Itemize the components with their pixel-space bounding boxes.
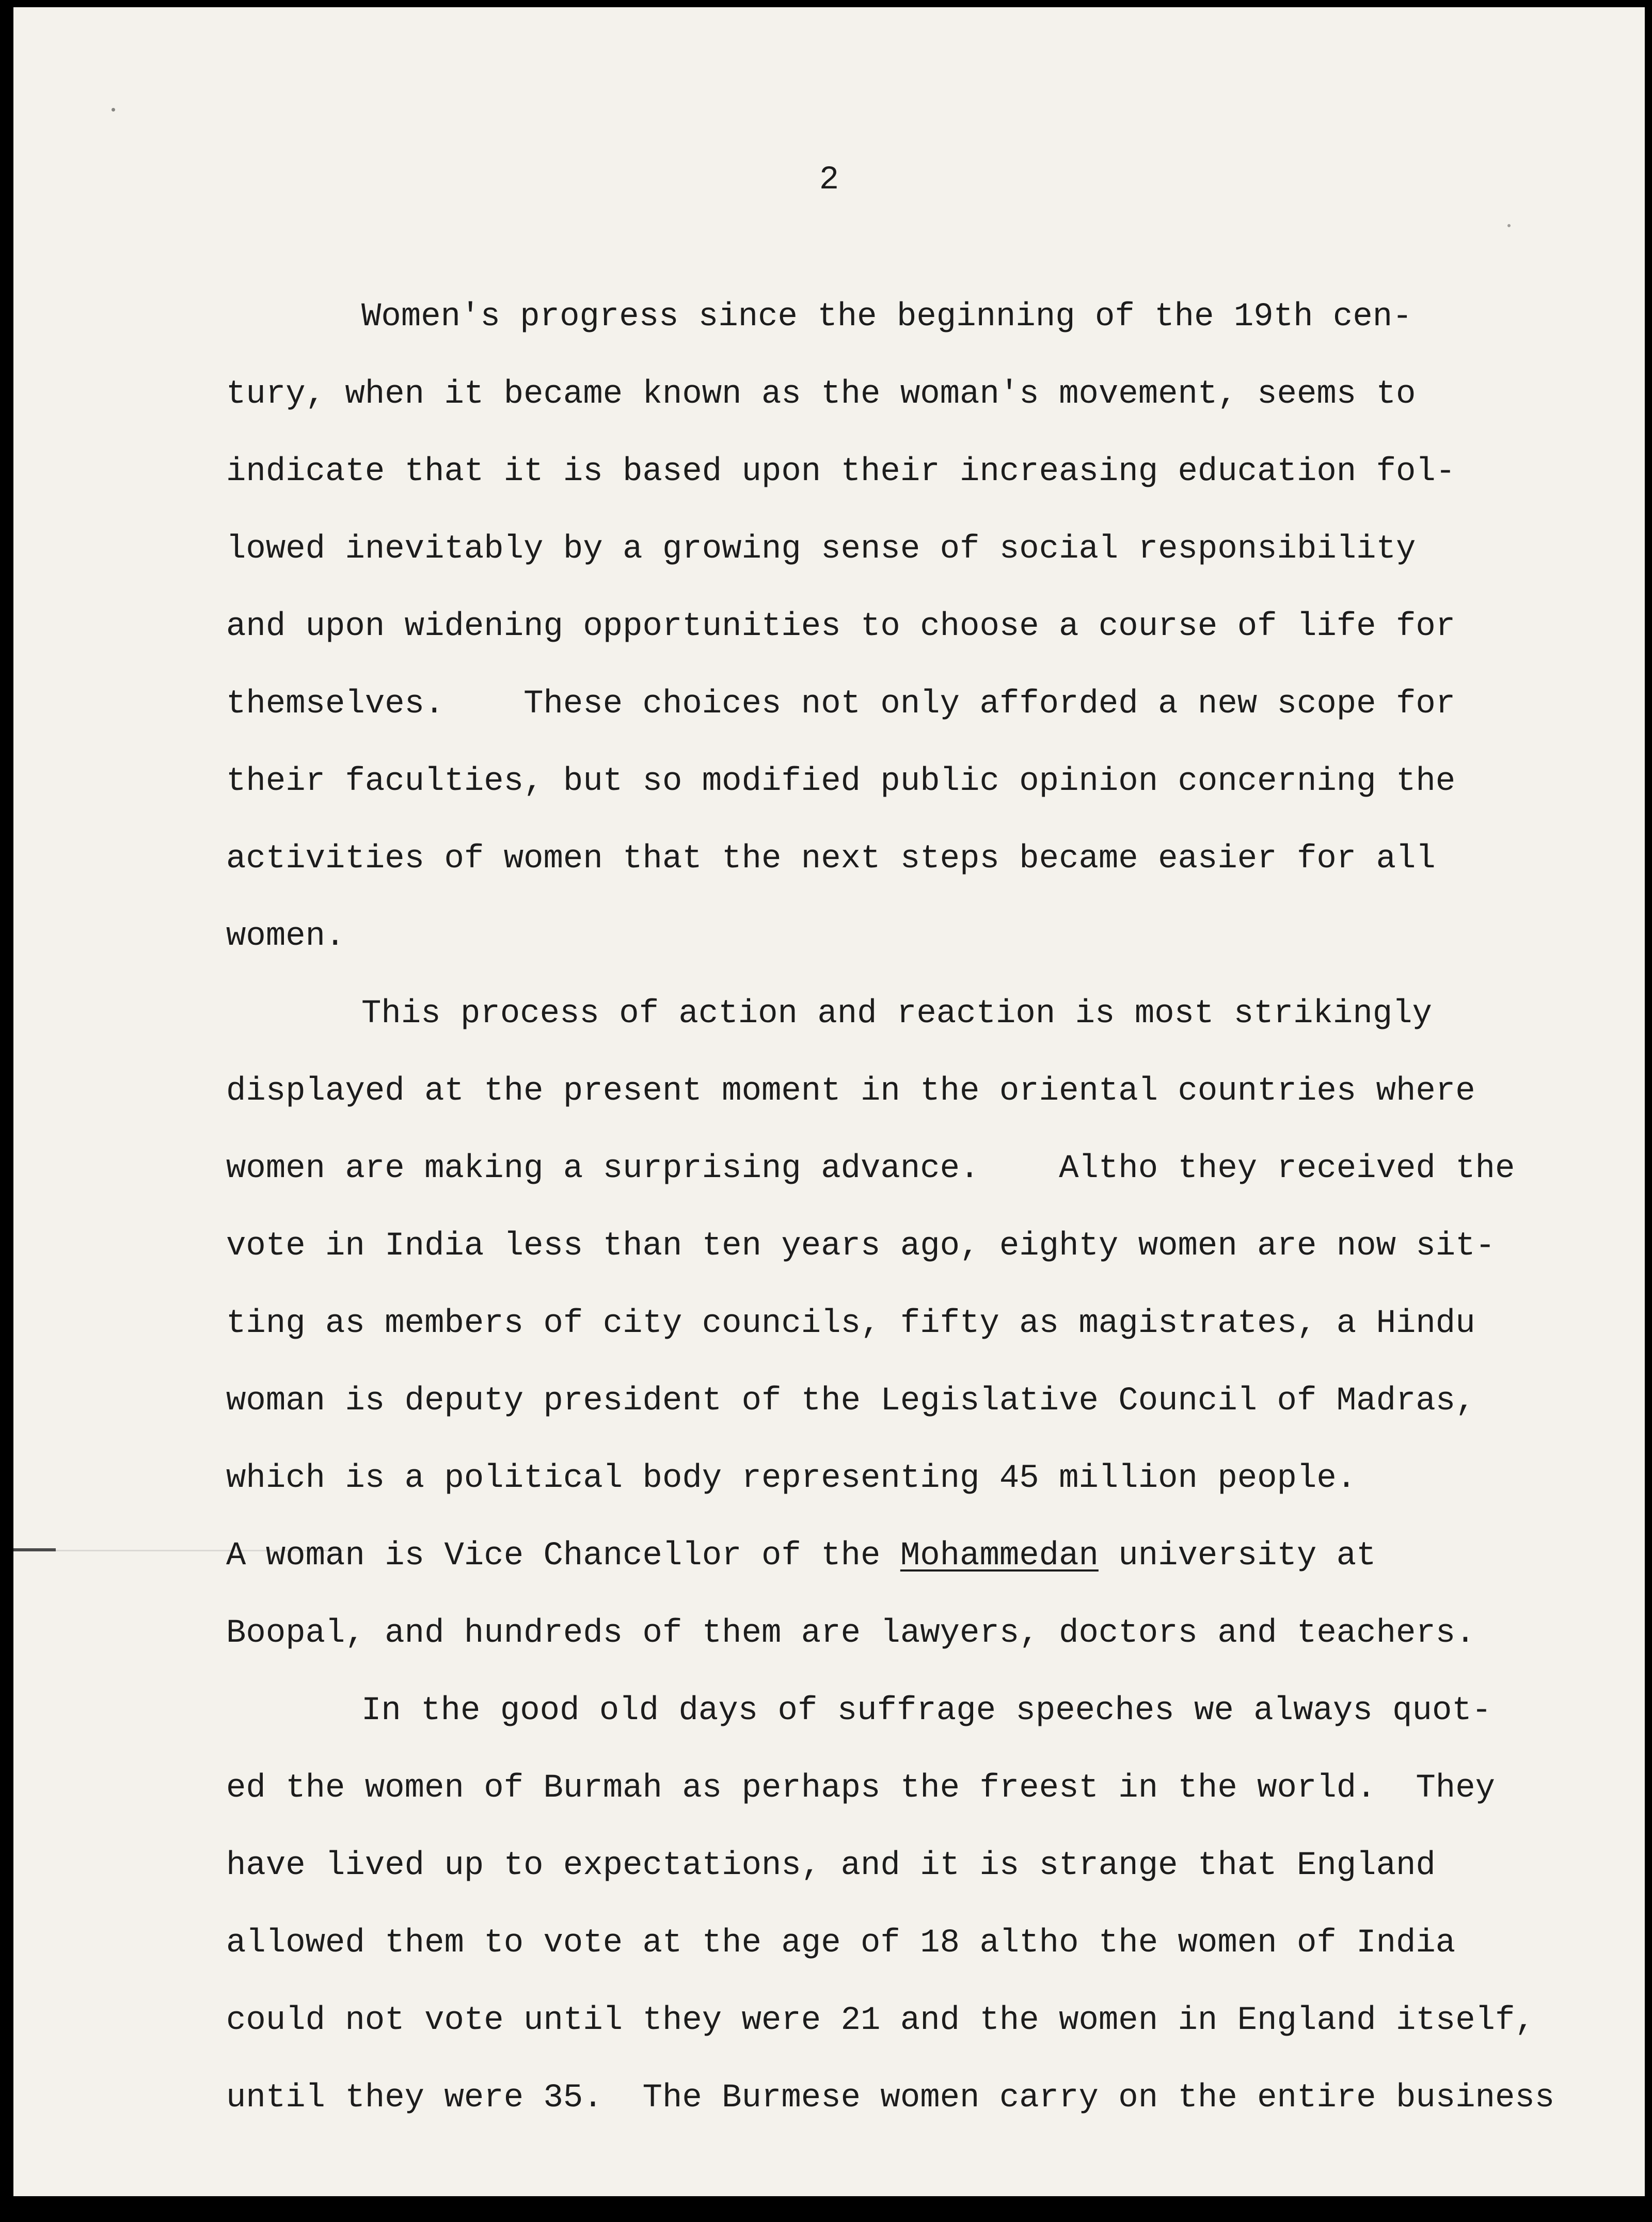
fold-crease: [13, 1550, 344, 1551]
typescript-line: [226, 1440, 1583, 1517]
line-text: women are making a surprising advance. Altho they received the: [226, 1150, 1515, 1187]
scan-speck: [112, 108, 115, 112]
typescript-line: [226, 1672, 1583, 1750]
scan-speck: [1507, 224, 1511, 227]
line-text: woman is deputy president of the Legislative Council of Madras,: [226, 1383, 1475, 1420]
typescript-line: [226, 975, 1583, 1053]
line-text: This process of action and reaction is most strikingly: [361, 995, 1432, 1033]
typescript-line: [226, 820, 1583, 898]
paper: [13, 7, 1645, 2196]
line-text: displayed at the present moment in the oriental countries where: [226, 1073, 1475, 1110]
typescript-line: [226, 1827, 1583, 1904]
typescript-line: [226, 665, 1583, 743]
typescript-line: [226, 2059, 1583, 2137]
line-text: allowed them to vote at the age of 18 altho the women of India: [226, 1925, 1456, 1962]
line-text: Boopal, and hundreds of them are lawyers, doctors and teachers.: [226, 1615, 1475, 1652]
typescript-line: [226, 743, 1583, 820]
typescript-line: [226, 1517, 1583, 1595]
line-text: university at: [1098, 1537, 1376, 1575]
typescript-line: [226, 1053, 1583, 1130]
typescript-line: [226, 1595, 1583, 1672]
line-text: A woman is Vice Chancellor of the: [226, 1537, 900, 1575]
typescript-body: [13, 278, 1645, 2137]
typescript-line: [226, 433, 1583, 511]
typescript-line: [226, 898, 1583, 975]
line-text: women.: [226, 918, 345, 955]
typescript-line: [226, 356, 1583, 433]
line-text: ting as members of city councils, fifty as magistrates, a Hindu: [226, 1305, 1475, 1342]
line-text: activities of women that the next steps became easier for all: [226, 840, 1436, 878]
line-text: vote in India less than ten years ago, eighty women are now sit-: [226, 1228, 1495, 1265]
typescript-line: [226, 1904, 1583, 1982]
line-text: ed the women of Burmah as perhaps the freest in the world. They: [226, 1770, 1495, 1807]
typescript-line: [226, 588, 1583, 665]
typescript-line: [226, 1130, 1583, 1208]
typescript-line: [226, 1750, 1583, 1827]
line-text: and upon widening opportunities to choose a course of life for: [226, 608, 1456, 645]
line-text: lowed inevitably by a growing sense of social responsibility: [226, 531, 1416, 568]
line-text: themselves. These choices not only afforded a new scope for: [226, 686, 1456, 723]
typescript-line: [226, 1362, 1583, 1440]
underlined-text: Mohammedan: [900, 1537, 1099, 1575]
line-text: which is a political body representing 45 million people.: [226, 1460, 1357, 1497]
page-number: 2: [819, 162, 839, 199]
typescript-line: [226, 1285, 1583, 1362]
line-text: their faculties, but so modified public opinion concerning the: [226, 763, 1456, 800]
fold-crease-mark: [13, 1548, 56, 1551]
typescript-line: [226, 1982, 1583, 2059]
line-text: tury, when it became known as the woman's movement, seems to: [226, 376, 1416, 413]
line-text: Women's progress since the beginning of the 19th cen-: [361, 298, 1412, 336]
typescript-line: [226, 511, 1583, 588]
line-text: could not vote until they were 21 and the women in England itself,: [226, 2002, 1535, 2039]
typescript-line: [226, 1208, 1583, 1285]
line-text: have lived up to expectations, and it is strange that England: [226, 1847, 1436, 1884]
line-text: until they were 35. The Burmese women carry on the entire business: [226, 2080, 1555, 2117]
line-text: indicate that it is based upon their increasing education fol-: [226, 453, 1456, 490]
typescript-line: [226, 278, 1583, 356]
line-text: In the good old days of suffrage speeches we always quot-: [361, 1692, 1492, 1729]
